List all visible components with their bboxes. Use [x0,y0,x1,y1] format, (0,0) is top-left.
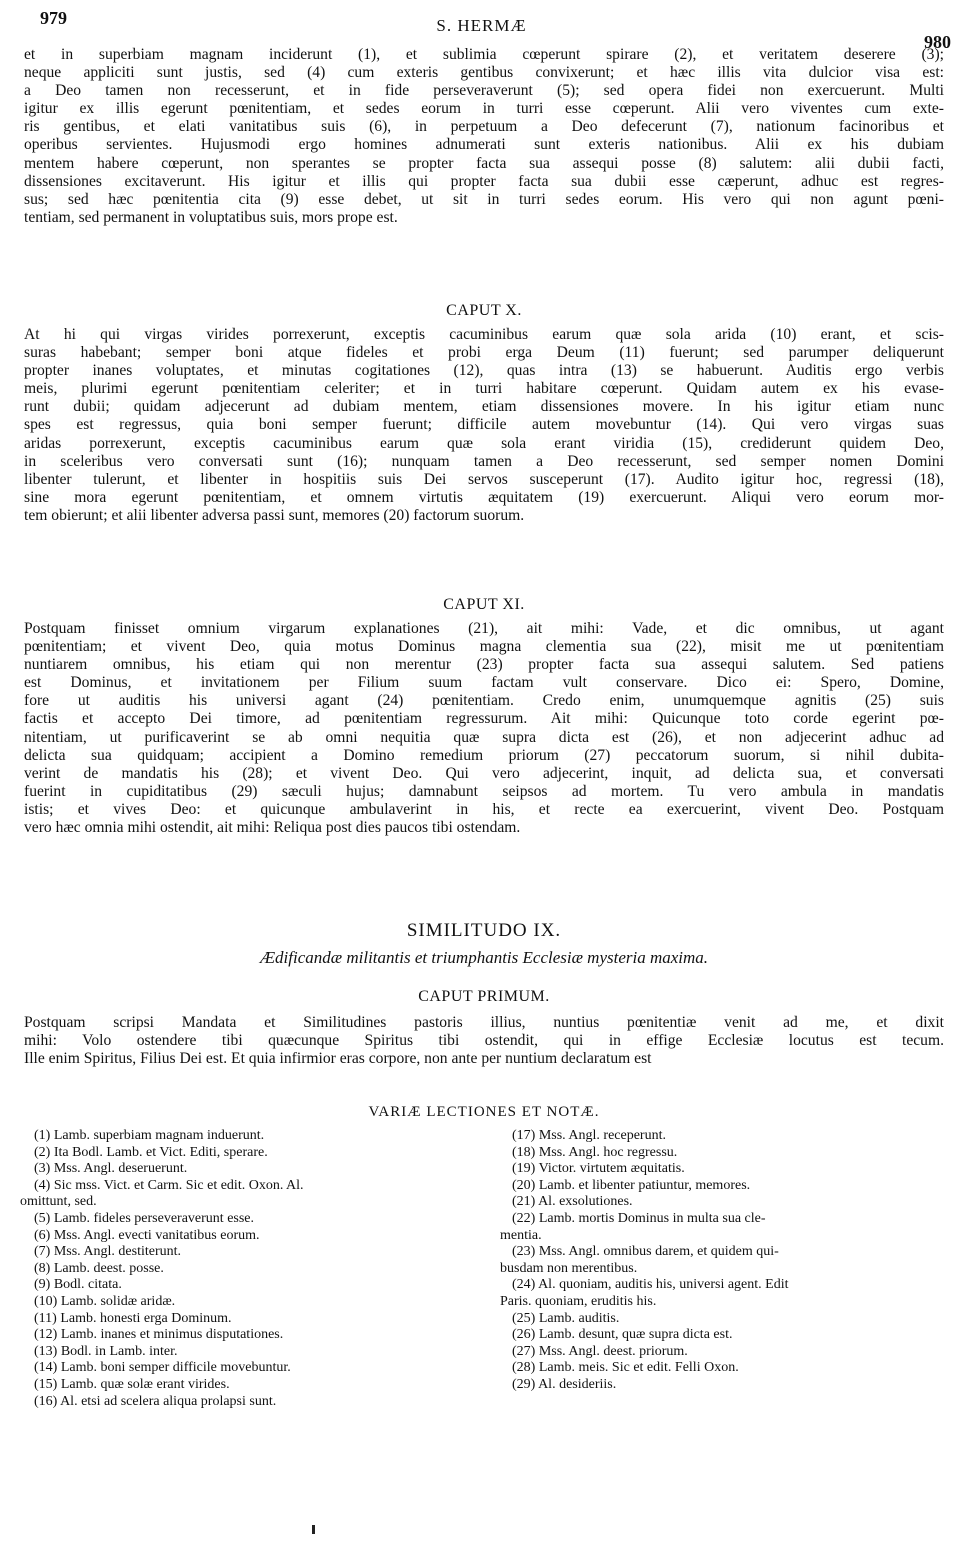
notes-column-left [20,1128,460,1410]
note-text: Mss. Angl. evecti vanitatibus eorum. [53,1227,260,1243]
note-item [498,1161,938,1178]
note-item [498,1327,938,1344]
note-number: (24) [512,1277,539,1293]
note-number: (15) [34,1376,61,1392]
text-line: mentem habere cœperunt, non sperantes se propter facta sua assequi posse (8) salutem: alii dubii facti, [24,154,944,172]
note-text: Lamb. deest. posse. [53,1260,164,1276]
intro-paragraph [24,46,944,227]
note-item [498,1194,938,1211]
text-line: propter inanes voluptates, et minutas cogitationes (12), quas intra (13) se habuerunt. Auditis ergo verbis [24,362,944,380]
text-line: istis; et vives Deo: et quicunque ambulaverint in his, et recte ea exercuerint, vivent Deo. Postquam [24,800,944,818]
notes-heading-block [24,1104,944,1121]
text-line: sus; sed hæc pœnitentia cita (9) esse debet, ut sit in turri sedes eorum. His vero qui non agunt pœni- [24,190,944,208]
note-number: (10) [34,1293,61,1309]
note-number: (28) [512,1360,539,1376]
text-line: dissensiones excitaverunt. His igitur et illis qui propter facta sua dubii esse cæperunt, adhuc est regres- [24,172,944,190]
note-number: (1) [34,1128,54,1143]
note-text: Al. etsi ad scelera aliqua prolapsi sunt. [60,1393,277,1409]
section-heading: CAPUT XI. [443,596,525,613]
note-item [498,1294,938,1311]
similitudo-title: SIMILITUDO IX. [406,920,562,941]
note-item [498,1128,938,1145]
note-text: Lamb. honesti erga Dominum. [60,1310,232,1326]
caput-primum-section [24,988,944,1068]
note-number: (14) [34,1360,61,1376]
note-text: omittunt, sed. [20,1194,97,1210]
similitudo-subtitle: Ædificandæ militantis et triumphantis Ecclesiæ mysteria maxima. [259,948,709,967]
text-line: runt dubii; quidam adjecerunt ad dubiam mentem, etiam dissensiones movere. In his igitur etiam nunc [24,398,944,416]
note-number: (22) [512,1210,539,1226]
note-text: Al. desideriis. [538,1376,617,1392]
note-item [498,1178,938,1195]
note-number: (3) [34,1161,54,1177]
note-item [498,1244,938,1261]
text-line: et in superbiam magnam inciderunt (1), et sublimia cœperunt spirare (2), et veritatem deserere (3); [24,46,944,63]
text-line: meis, plurimi egerunt pœnitentiam celeriter; et in turri habitare cœperunt. Quidam autem ex his evase- [24,380,944,398]
note-item [498,1228,938,1245]
note-item [20,1377,460,1394]
paragraph-body [24,46,944,227]
paragraph-body [24,326,944,525]
text-line: spes est regressus, quia boni semper fuerunt; difficile autem movebuntur (14). Qui vero virgas suas [24,416,944,434]
note-item [498,1360,938,1377]
note-number: (25) [512,1310,539,1326]
note-item [498,1377,938,1394]
note-item [498,1344,938,1361]
note-text: Lamb. mortis Dominus in multa sua cle- [538,1210,766,1226]
text-line: nuntiarem omnibus, his etiam qui non merentur (23) propter facta sua assequi salutem. Sed patiens [24,656,944,674]
page-number-right: 980 [924,32,951,52]
text-line: factis et accepto Dei timore, ad pœnitentiam regressurum. Ait mihi: Quicunque toto corde egerint pœ- [24,710,944,728]
note-text: Lamb. meis. Sic et edit. Felli Oxon. [538,1360,739,1376]
note-text: Al. exsolutiones. [538,1194,633,1210]
text-line: tentiam, sed permanent in voluptatibus suis, mors prope est. [24,208,398,226]
note-item [20,1311,460,1328]
text-line: a Deo tamen non recesserunt, et in fide perseveraverunt (5); sed opera fidei non exercuerunt. Multi [24,82,944,100]
section-heading: CAPUT PRIMUM. [418,988,550,1005]
text-line: libenter tulerunt, et libenter in hospitiis suis Dei servos susceperunt (17). Audito igitur hoc, regressi (18), [24,470,944,488]
text-line: vero hæc omnia mihi ostendit, ait mihi: Reliqua post dies paucos tibi ostendam. [24,819,521,837]
note-number: (27) [512,1343,539,1359]
note-item [20,1327,460,1344]
note-number: (2) [34,1144,54,1160]
note-item [20,1277,460,1294]
text-line: verint de mandatis his (28); et vivent Deo. Qui vero adjecerint, inquit, ad delicta sua, et conversati [24,764,944,782]
note-text: busdam non merentibus. [500,1260,638,1276]
text-line: in sceleribus vero conversati sunt (16); nunquam tamen a Deo recesserunt, sed semper nomen Domini [24,452,944,470]
note-text: Lamb. auditis. [538,1310,620,1326]
text-line: fuerint in cupiditatibus (29) sæculi hujus; damnabunt seipsos ad mortem. Tu vero ambula in mandatis [24,782,944,800]
notes-column-right [498,1128,938,1394]
text-line: delicta sua quidquam; accipient a Domino remedium priorum (27) peccatorum suorum, si nihil dubita- [24,746,944,764]
page-number-left: 979 [40,8,67,28]
caput-xi-section [24,596,944,837]
note-item [20,1394,460,1411]
note-number: (6) [34,1227,54,1243]
caput-x-section [24,302,944,525]
note-number: (11) [34,1310,61,1326]
note-number: (9) [34,1277,54,1293]
text-line: fore ut auditis his universi agant (24) pœnitentiam. Credo enim, unumquemque agnitis (25) suis [24,692,944,710]
note-item [20,1244,460,1261]
text-line: igitur ex illis egerunt pœnitentiam, et sedes eorum in turri esse cœperunt. Alii vero viventes cum exte- [24,100,944,118]
note-item [498,1145,938,1162]
note-item [20,1161,460,1178]
note-item [20,1261,460,1278]
note-item [498,1277,938,1294]
note-number: (12) [34,1327,61,1343]
note-text: Lamb. inanes et minimus disputationes. [60,1327,284,1343]
note-number: (4) [34,1177,54,1193]
note-text: Lamb. superbiam magnam induerunt. [53,1128,265,1143]
note-text: Lamb. boni semper difficile movebuntur. [60,1360,291,1376]
note-item [498,1211,938,1228]
note-item [20,1128,460,1145]
paragraph-body [24,1014,944,1068]
note-item [20,1344,460,1361]
note-text: Lamb. desunt, quæ supra dicta est. [538,1327,733,1343]
note-item [20,1145,460,1162]
note-item [20,1360,460,1377]
note-text: Mss. Angl. hoc regressu. [538,1144,678,1160]
note-text: Ita Bodl. Lamb. et Vict. Editi, sperare. [53,1144,268,1160]
text-line: Postquam scripsi Mandata et Similitudines pastoris illius, nuntius pœnitentiæ venit ad me, et dixit [24,1014,944,1031]
note-number: (5) [34,1210,54,1226]
note-number: (13) [34,1343,61,1359]
note-number: (29) [512,1376,539,1392]
note-number: (21) [512,1194,539,1210]
note-text: Lamb. fideles perseveraverunt esse. [53,1210,255,1226]
text-line: tem obierunt; et alii libenter adversa passi sunt, memores (20) factorum suorum. [24,506,525,524]
text-line: pœnitentiam; et vivent Deo, quia motus Dominus magna clementia sua (22), misit me ut pœnitentiam [24,638,944,656]
note-text: Mss. Angl. receperunt. [538,1128,666,1143]
text-line: est Dominus, et invitationem per Filium suum factam vult conservare. Dico ei: Spero, Domine, [24,674,944,692]
note-text: Bodl. citata. [53,1277,122,1293]
note-number: (23) [512,1244,539,1260]
note-item [20,1194,460,1211]
note-text: Lamb. quæ solæ erant virides. [60,1376,230,1392]
note-number: (17) [512,1128,539,1143]
note-item [498,1261,938,1278]
print-mark [312,1525,315,1534]
running-head: S. HERMÆ [436,16,527,35]
paragraph-body [24,620,944,837]
notes-heading: VARIÆ LECTIONES ET NOTÆ. [368,1104,600,1120]
note-text: Al. quoniam, auditis his, universi agent. Edit [538,1277,789,1293]
note-text: Lamb. solidæ aridæ. [60,1293,176,1309]
text-line: operibus servientes. Hujusmodi ergo homines adnumerati sunt exteris nationibus. Alii ex his dubiam [24,136,944,154]
note-number: (8) [34,1260,54,1276]
text-line: Postquam finisset omnium virgarum explanationes (21), ait mihi: Vade, et dic omnibus, ut agant [24,620,944,637]
text-line: neque appliciti sunt justis, sed (4) cum exteris gentibus convixerunt; et hæc illis vita dulcior visa est: [24,64,944,82]
note-text: Mss. Angl. destiterunt. [53,1244,181,1260]
note-number: (16) [34,1393,61,1409]
text-line: suras habebant; semper boni atque fideles et probi erga Deum (11) fuerunt; sed parumper deliquerunt [24,344,944,362]
note-number: (19) [512,1161,539,1177]
note-number: (20) [512,1177,539,1193]
similitudo-heading-block [24,920,944,968]
note-number: (18) [512,1144,539,1160]
note-text: Paris. quoniam, eruditis his. [500,1293,657,1309]
text-line: mihi: Volo ostendere tibi quæcunque Spiritus tibi ostendit, qui in effige Ecclesiæ locutus est tecum. [24,1032,944,1050]
text-line: sine mora egerunt pœnitentiam, et omnem virtutis æquitatem (19) exercuerunt. Aliqui vero eorum mor- [24,488,944,506]
note-number: (26) [512,1327,539,1343]
note-item [20,1294,460,1311]
note-text: Mss. Angl. omnibus darem, et quidem qui- [538,1244,779,1260]
note-text: Bodl. in Lamb. inter. [60,1343,178,1359]
note-text: Sic mss. Vict. et Carm. Sic et edit. Oxon. Al. [53,1177,304,1193]
section-heading: CAPUT X. [446,302,522,319]
note-text: Mss. Angl. deseruerunt. [53,1161,188,1177]
text-line: nitentiam, ut purificaverint se ab omni nequitia quæ supra dicta est (26), et non adjecerint adhuc ad [24,728,944,746]
note-item [20,1211,460,1228]
note-item [498,1311,938,1328]
text-line: At hi qui virgas virides porrexerunt, exceptis cacuminibus earum quæ sola arida (10) erant, et scis- [24,326,944,343]
note-item [20,1178,460,1195]
note-text: mentia. [500,1227,542,1243]
note-item [20,1228,460,1245]
text-line: ris gentibus, et elati vanitatibus suis (6), in perpetuum a Deo defecerunt (7), nationum facinoribus et [24,118,944,136]
note-text: Mss. Angl. deest. priorum. [538,1343,688,1359]
note-number: (7) [34,1244,54,1260]
text-line: aridas porrexerunt, exceptis cacuminibus earum quæ sola erant viridia (15), crediderunt quidem Deo, [24,434,944,452]
text-line: Ille enim Spiritus, Filius Dei est. Et quia infirmior eras corpore, non ante per nuntium declaratum est [24,1050,652,1068]
note-text: Victor. virtutem æquitatis. [538,1161,685,1177]
note-text: Lamb. et libenter patiuntur, memores. [538,1177,751,1193]
